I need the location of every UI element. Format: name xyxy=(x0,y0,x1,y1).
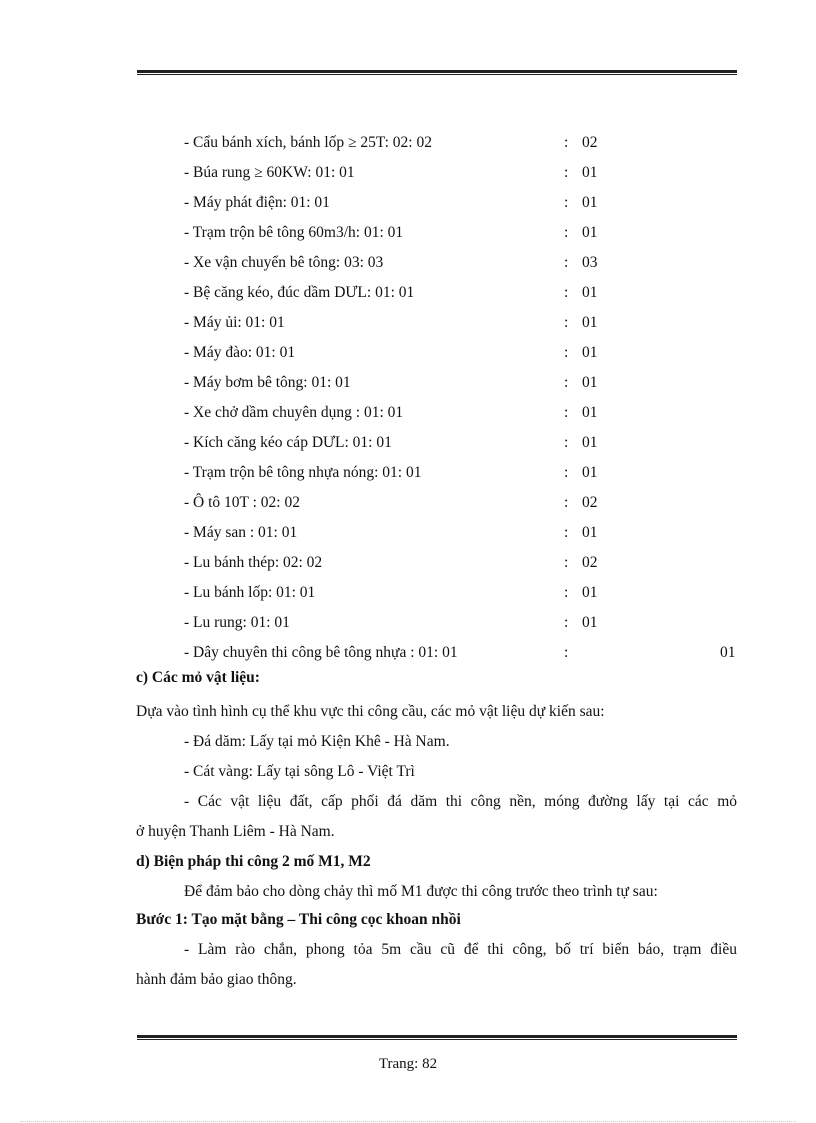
footer-rule xyxy=(137,1035,737,1040)
equipment-name: - Lu bánh lốp: 01: 01 xyxy=(184,584,316,601)
equipment-name: - Máy ủi: 01: 01 xyxy=(184,314,285,331)
equipment-colon: : xyxy=(564,164,569,181)
equipment-quantity: 01 xyxy=(582,434,598,451)
equipment-row xyxy=(0,608,816,638)
material-item: - Cát vàng: Lấy tại sông Lô - Việt Trì xyxy=(184,763,415,780)
equipment-name: - Máy san : 01: 01 xyxy=(184,524,298,541)
equipment-quantity: 01 xyxy=(582,464,598,481)
equipment-row xyxy=(0,548,816,578)
equipment-name: - Trạm trộn bê tông 60m3/h: 01: 01 xyxy=(184,224,404,241)
section-c-intro: Dựa vào tình hình cụ thể khu vực thi công cầu, các mỏ vật liệu dự kiến sau: xyxy=(136,703,605,720)
equipment-quantity: 01 xyxy=(582,194,598,211)
material-item: - Đá dăm: Lấy tại mỏ Kiện Khê - Hà Nam. xyxy=(184,733,450,750)
step1-text-continued: hành đảm bảo giao thông. xyxy=(136,971,297,988)
equipment-quantity: 02 xyxy=(582,494,598,511)
equipment-row xyxy=(0,638,816,668)
page-number: Trang: 82 xyxy=(378,1056,438,1072)
equipment-row xyxy=(0,308,816,338)
equipment-quantity: 01 xyxy=(582,284,598,301)
equipment-colon: : xyxy=(564,374,569,391)
equipment-name: - Máy phát điện: 01: 01 xyxy=(184,194,330,211)
equipment-row xyxy=(0,398,816,428)
equipment-colon: : xyxy=(564,254,569,271)
equipment-name: - Xe vận chuyển bê tông: 03: 03 xyxy=(184,254,384,271)
equipment-quantity: 01 xyxy=(720,644,736,661)
equipment-row xyxy=(0,218,816,248)
material-item: - Các vật liệu đất, cấp phối đá dăm thi công nền, móng đường lấy tại các mỏ xyxy=(184,793,737,810)
equipment-colon: : xyxy=(564,134,569,151)
equipment-name: - Kích căng kéo cáp DƯL: 01: 01 xyxy=(184,434,392,451)
equipment-quantity: 01 xyxy=(582,404,598,421)
equipment-row xyxy=(0,158,816,188)
equipment-colon: : xyxy=(564,614,569,631)
step1-text: - Làm rào chắn, phong tỏa 5m cầu cũ để thi công, bố trí biển báo, trạm điều xyxy=(184,941,737,958)
equipment-quantity: 01 xyxy=(582,584,598,601)
equipment-name: - Cẩu bánh xích, bánh lốp ≥ 25T: 02: 02 xyxy=(184,134,432,151)
equipment-colon: : xyxy=(564,644,569,661)
equipment-quantity: 01 xyxy=(582,314,598,331)
equipment-colon: : xyxy=(564,194,569,211)
equipment-colon: : xyxy=(564,584,569,601)
equipment-quantity: 03 xyxy=(582,254,598,271)
equipment-row xyxy=(0,128,816,158)
equipment-colon: : xyxy=(564,224,569,241)
equipment-colon: : xyxy=(564,524,569,541)
equipment-row xyxy=(0,338,816,368)
equipment-quantity: 02 xyxy=(582,554,598,571)
equipment-row xyxy=(0,578,816,608)
equipment-colon: : xyxy=(564,314,569,331)
equipment-quantity: 02 xyxy=(582,134,598,151)
equipment-colon: : xyxy=(564,494,569,511)
equipment-quantity: 01 xyxy=(582,224,598,241)
equipment-row xyxy=(0,428,816,458)
material-item-continued: ở huyện Thanh Liêm - Hà Nam. xyxy=(136,823,335,840)
equipment-colon: : xyxy=(564,284,569,301)
equipment-name: - Búa rung ≥ 60KW: 01: 01 xyxy=(184,164,355,181)
header-rule xyxy=(137,70,737,75)
equipment-row xyxy=(0,488,816,518)
equipment-row xyxy=(0,248,816,278)
equipment-colon: : xyxy=(564,434,569,451)
equipment-list xyxy=(0,128,816,668)
equipment-colon: : xyxy=(564,404,569,421)
equipment-name: - Lu rung: 01: 01 xyxy=(184,614,290,631)
step1-heading: Bước 1: Tạo mặt bằng – Thi công cọc khoan nhồi xyxy=(136,911,461,928)
equipment-colon: : xyxy=(564,554,569,571)
equipment-row xyxy=(0,188,816,218)
page-edge-divider xyxy=(20,1121,796,1122)
equipment-quantity: 01 xyxy=(582,374,598,391)
section-d-intro: Để đảm bảo cho dòng chảy thì mố M1 được thi công trước theo trình tự sau: xyxy=(184,883,658,900)
equipment-name: - Dây chuyên thi công bê tông nhựa : 01: 01 xyxy=(184,644,458,661)
equipment-colon: : xyxy=(564,464,569,481)
equipment-row xyxy=(0,368,816,398)
equipment-name: - Máy đào: 01: 01 xyxy=(184,344,296,361)
equipment-quantity: 01 xyxy=(582,344,598,361)
equipment-row xyxy=(0,518,816,548)
equipment-colon: : xyxy=(564,344,569,361)
equipment-name: - Máy bơm bê tông: 01: 01 xyxy=(184,374,351,391)
equipment-row xyxy=(0,278,816,308)
equipment-name: - Ô tô 10T : 02: 02 xyxy=(184,494,300,511)
equipment-name: - Lu bánh thép: 02: 02 xyxy=(184,554,323,571)
equipment-quantity: 01 xyxy=(582,524,598,541)
equipment-quantity: 01 xyxy=(582,614,598,631)
equipment-row xyxy=(0,458,816,488)
section-d-heading: d) Biện pháp thi công 2 mố M1, M2 xyxy=(136,853,371,870)
section-c-heading: c) Các mỏ vật liệu: xyxy=(136,669,260,686)
equipment-name: - Trạm trộn bê tông nhựa nóng: 01: 01 xyxy=(184,464,422,481)
equipment-quantity: 01 xyxy=(582,164,598,181)
equipment-name: - Bệ căng kéo, đúc dầm DƯL: 01: 01 xyxy=(184,284,415,301)
equipment-name: - Xe chở dầm chuyên dụng : 01: 01 xyxy=(184,404,404,421)
